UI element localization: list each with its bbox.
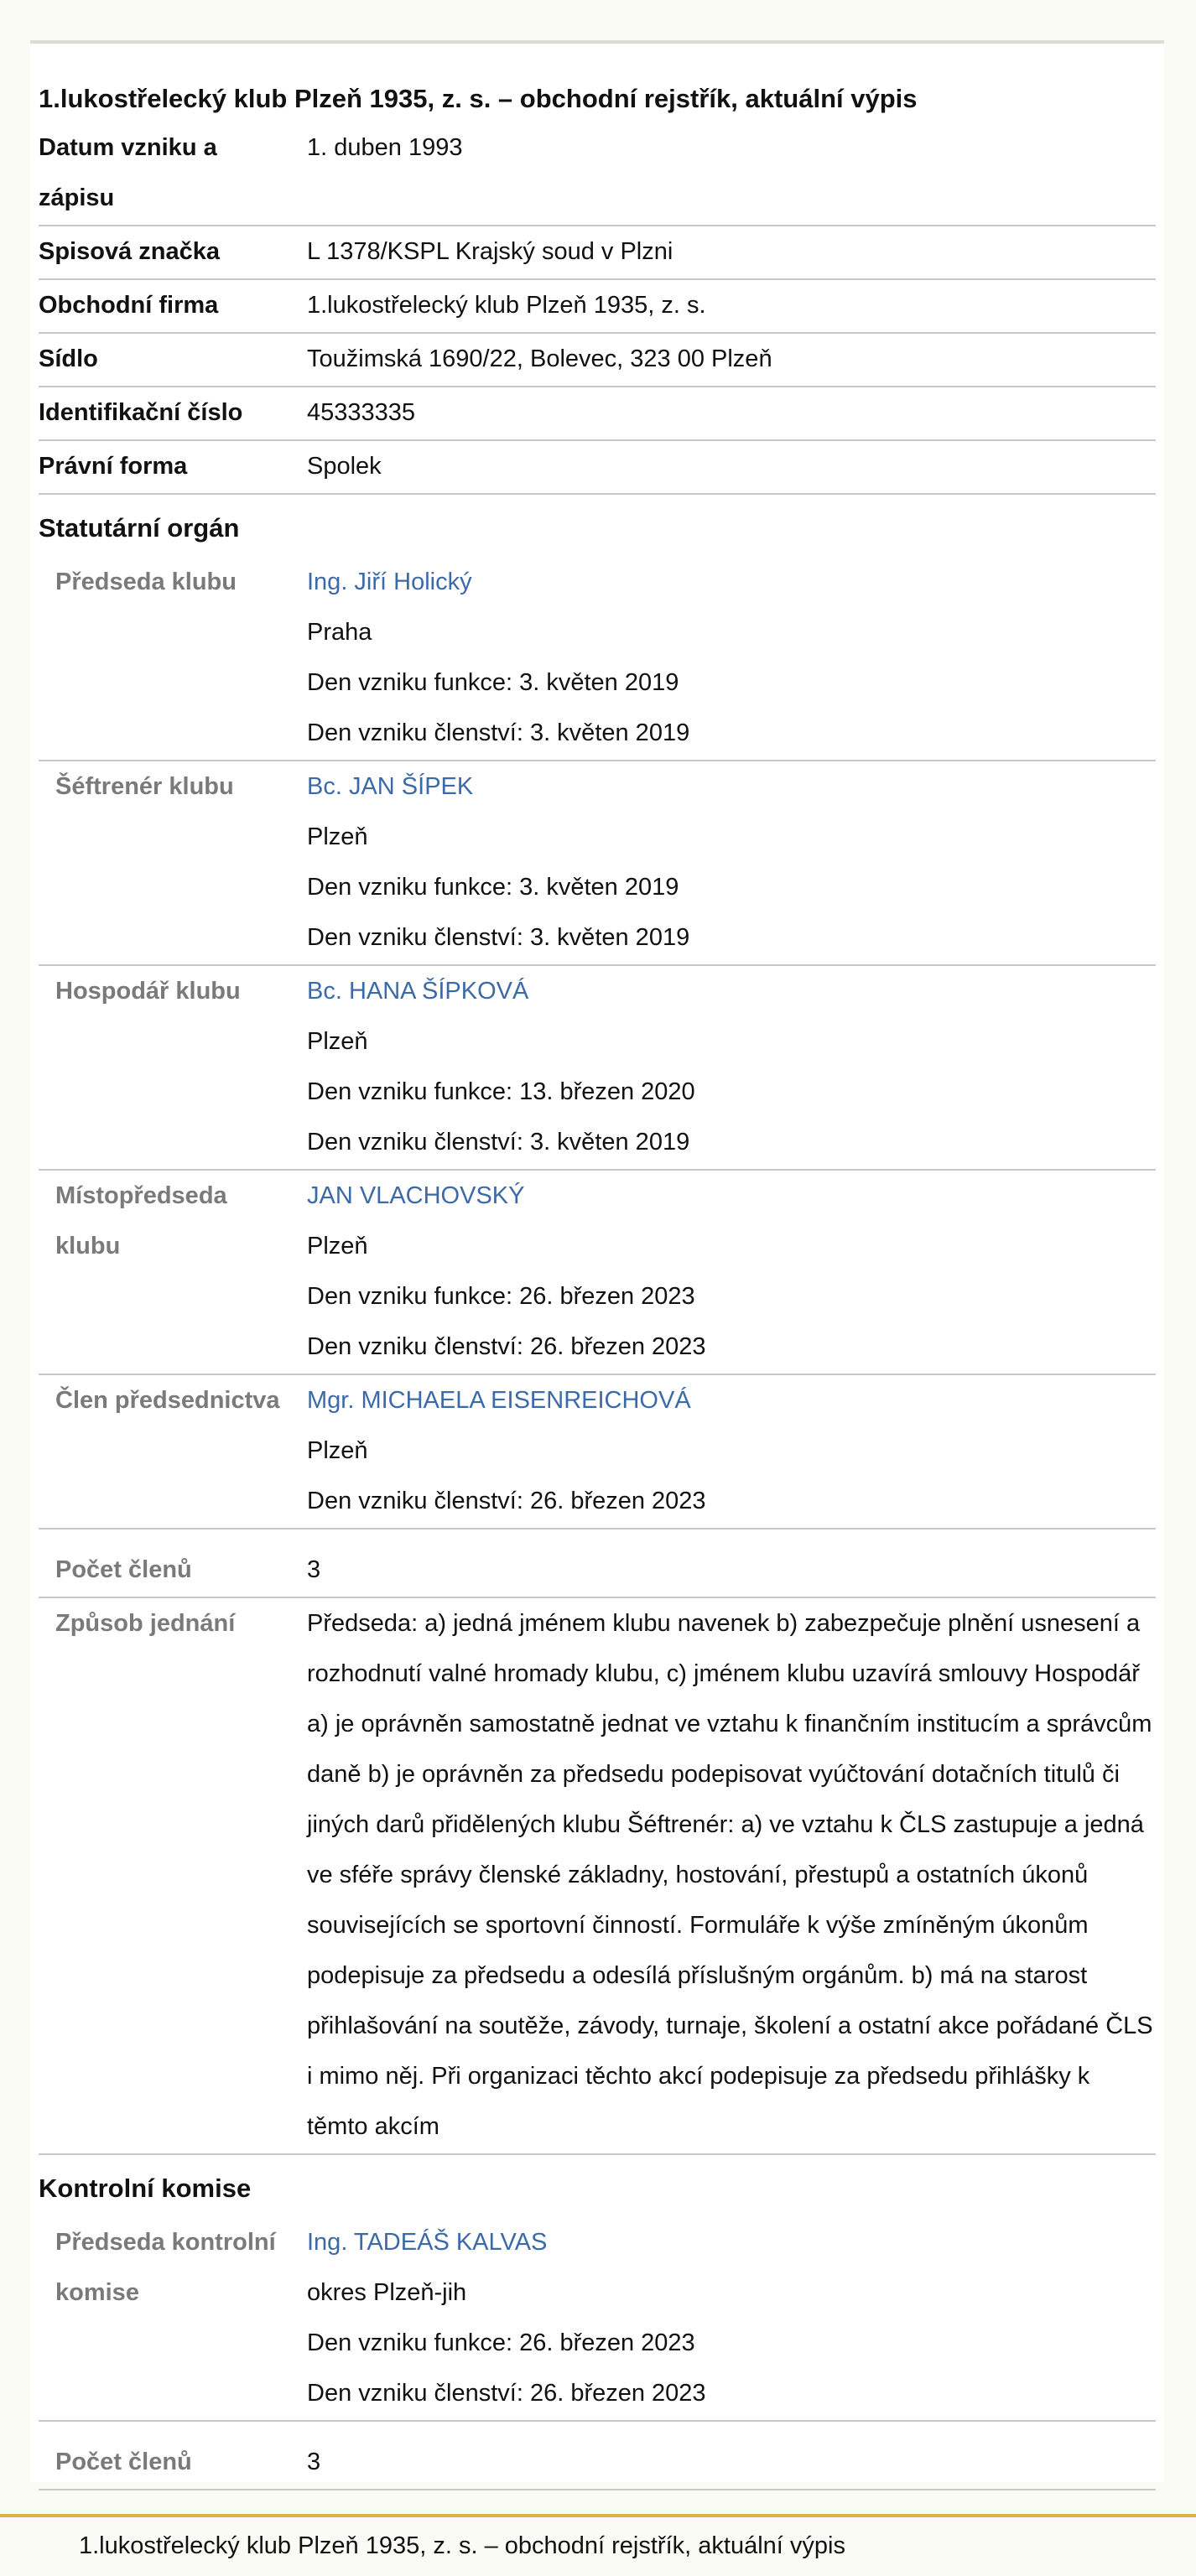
member-name-link[interactable]: Ing. TADEÁŠ KALVAS (307, 2229, 548, 2256)
member-function-since: Den vzniku funkce: 13. březen 2020 (307, 1078, 695, 1105)
member-row-head-coach (39, 761, 1156, 966)
row-address (39, 334, 1156, 387)
footer-text: 1.lukostřelecký klub Plzeň 1935, z. s. – obchodní rejstřík, aktuální výpis (79, 2532, 845, 2559)
label-file-number: Spisová značka (39, 238, 220, 265)
member-details (307, 1171, 1156, 1372)
value-legal-form: Spolek (307, 453, 382, 480)
row-supervisory-count (39, 2422, 1156, 2490)
row-id-number (39, 387, 1156, 441)
label-member-count: Počet členů (55, 1556, 192, 1583)
row-statutory-count (39, 1530, 1156, 1598)
member-name-link[interactable]: Bc. JAN ŠÍPEK (307, 773, 474, 800)
label-founding-date: Datum vzniku a zápisu (39, 134, 217, 211)
member-role: Předseda klubu (55, 569, 237, 595)
member-role: Místopředseda klubu (55, 1182, 227, 1259)
member-name-link[interactable]: Mgr. MICHAELA EISENREICHOVÁ (307, 1387, 691, 1414)
row-manner-of-acting (39, 1598, 1156, 2155)
value-member-count: 3 (307, 1556, 321, 1583)
row-legal-form (39, 441, 1156, 495)
member-membership-since: Den vzniku členství: 3. květen 2019 (307, 1129, 690, 1156)
member-role: Šéftrenér klubu (55, 773, 234, 800)
member-name-link[interactable]: Bc. HANA ŠÍPKOVÁ (307, 978, 529, 1005)
value-file-number: L 1378/KSPL Krajský soud v Plzni (307, 238, 673, 265)
label-member-count: Počet členů (55, 2449, 192, 2475)
row-business-name (39, 280, 1156, 334)
member-function-since: Den vzniku funkce: 3. květen 2019 (307, 874, 679, 901)
label-legal-form: Právní forma (39, 453, 188, 480)
member-role: Hospodář klubu (55, 978, 241, 1005)
label-manner-of-acting: Způsob jednání (55, 1610, 236, 1637)
member-place: Plzeň (307, 823, 368, 850)
member-membership-since: Den vzniku členství: 3. květen 2019 (307, 924, 690, 951)
member-function-since: Den vzniku funkce: 26. březen 2023 (307, 1283, 695, 1310)
label-id-number: Identifikační číslo (39, 399, 243, 426)
member-row-treasurer (39, 966, 1156, 1171)
member-membership-since: Den vzniku členství: 26. březen 2023 (307, 2380, 706, 2407)
value-member-count: 3 (307, 2449, 321, 2475)
document-title: 1.lukostřelecký klub Plzeň 1935, z. s. – obchodní rejstřík, aktuální výpis (39, 84, 918, 113)
label-address: Sídlo (39, 345, 98, 372)
member-details (307, 2217, 1156, 2418)
member-role: Člen předsednictva (55, 1387, 280, 1414)
member-place: Plzeň (307, 1437, 368, 1464)
value-manner-of-acting: Předseda: a) jedná jménem klubu navenek b) zabezpečuje plnění usnesení a rozhodnutí valné hromady klubu, c) jménem klubu uzavírá smlouvy Hospodář a) je oprávněn samostatně jednat ve vztahu k finančním institucím a správcům daně b) je oprávněn za předsedu podepisovat vyúčtování dotačních titulů či jiných darů přidělených klubu Šéftrenér: a) ve vztahu k ČLS zastupuje a jedná ve sféře správy členské základny, hostování, přestupů a ostatních úkonů souvisejících se sportovní činností. Formuláře k výše zmíněným úkonům podepisuje za předsedu a odesílá příslušným orgánům. b) má na starost přihlašování na soutěže, závody, turnaje, školení a ostatní akce pořádané ČLS i mimo něj. Při organizaci těchto akcí podepisuje za předsedu přihlášky k těmto akcím (307, 1610, 1153, 2140)
section-title-supervisory: Kontrolní komise (39, 2174, 252, 2203)
member-place: okres Plzeň-jih (307, 2279, 467, 2306)
member-details (307, 557, 1156, 758)
member-place: Praha (307, 619, 372, 646)
value-founding-date: 1. duben 1993 (307, 134, 463, 161)
member-row-board-member (39, 1375, 1156, 1530)
label-business-name: Obchodní firma (39, 292, 219, 319)
row-founding-date (39, 122, 1156, 226)
value-business-name: 1.lukostřelecký klub Plzeň 1935, z. s. (307, 292, 706, 319)
member-place: Plzeň (307, 1233, 368, 1259)
member-row-supervisory-chairman (39, 2217, 1156, 2422)
member-details (307, 761, 1156, 963)
member-details (307, 1375, 1156, 1526)
member-row-vice-chairman (39, 1171, 1156, 1375)
value-id-number: 45333335 (307, 399, 416, 426)
member-details (307, 966, 1156, 1167)
section-title-statutory: Statutární orgán (39, 513, 240, 543)
row-file-number (39, 226, 1156, 280)
member-membership-since: Den vzniku členství: 3. květen 2019 (307, 719, 690, 746)
member-membership-since: Den vzniku členství: 26. březen 2023 (307, 1488, 706, 1514)
member-name-link[interactable]: Ing. Jiří Holický (307, 569, 472, 595)
member-function-since: Den vzniku funkce: 3. květen 2019 (307, 669, 679, 696)
member-function-since: Den vzniku funkce: 26. březen 2023 (307, 2329, 695, 2356)
value-address: Toužimská 1690/22, Bolevec, 323 00 Plzeň (307, 345, 772, 372)
member-membership-since: Den vzniku členství: 26. březen 2023 (307, 1333, 706, 1360)
footer-divider (0, 2514, 1196, 2517)
member-name-link[interactable]: JAN VLACHOVSKÝ (307, 1182, 525, 1209)
registry-card (30, 44, 1164, 2482)
member-row-chairman (39, 557, 1156, 761)
member-role: Předseda kontrolní komise (55, 2229, 276, 2306)
member-place: Plzeň (307, 1028, 368, 1055)
